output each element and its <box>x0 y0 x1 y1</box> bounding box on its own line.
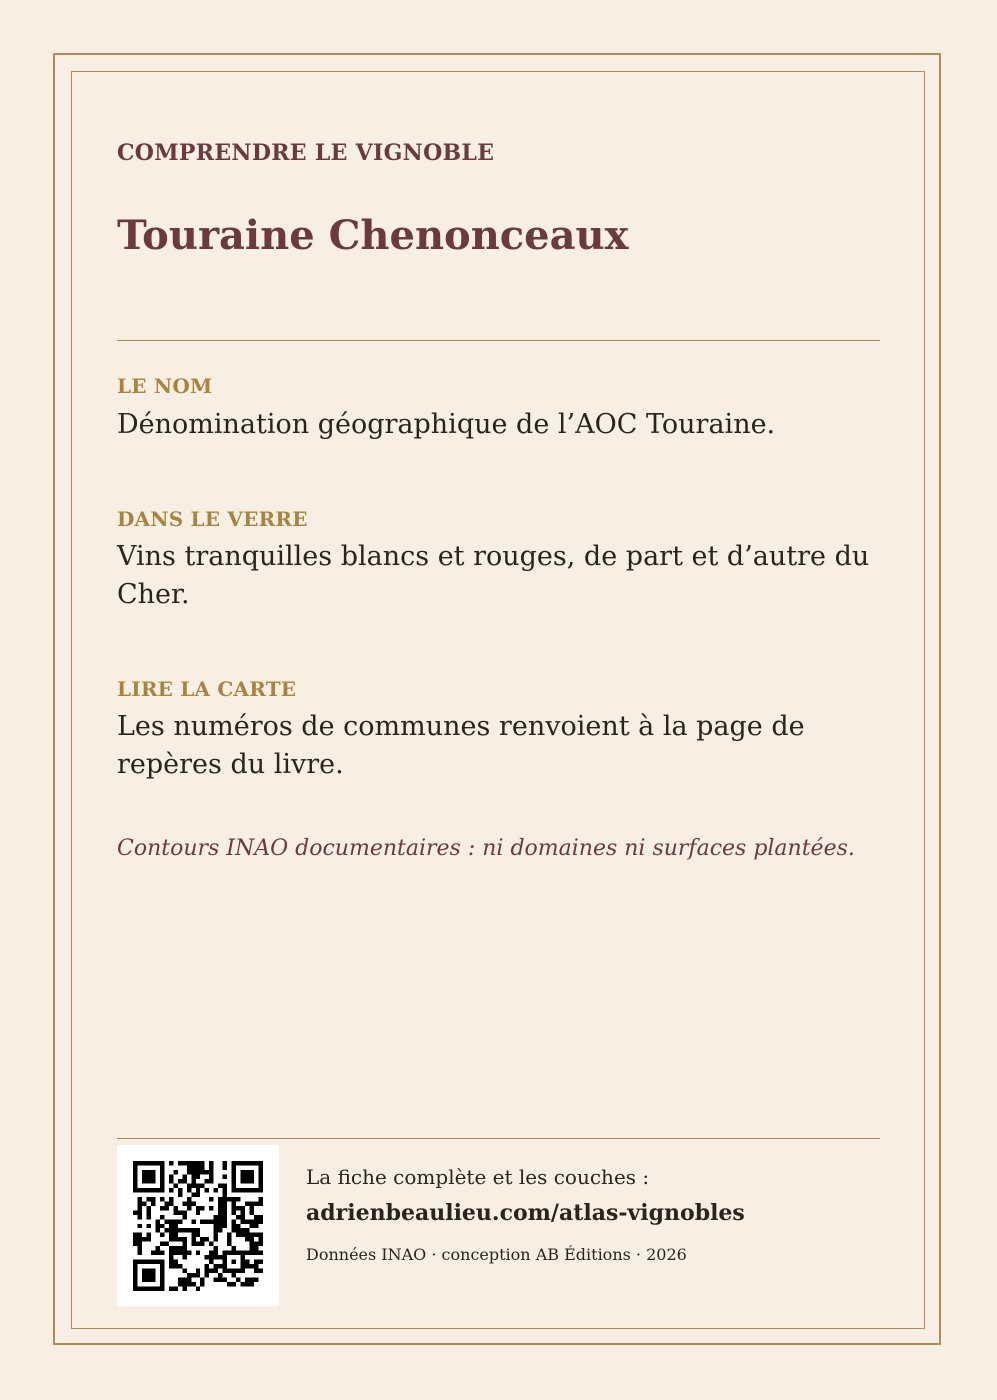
footer-intro: La fiche complète et les couches : <box>306 1165 650 1189</box>
qr-code-graphic <box>133 1161 263 1291</box>
page-kicker: COMPRENDRE LE VIGNOBLE <box>117 140 495 166</box>
qr-code-icon[interactable] <box>117 1145 279 1306</box>
section-text-glass: Vins tranquilles blancs et rouges, de part et d’autre du Cher. <box>117 541 870 610</box>
footer-divider <box>117 1138 880 1139</box>
section-label-glass: DANS LE VERRE <box>117 507 308 531</box>
section-text-map: Les numéros de communes renvoient à la page de repères du livre. <box>117 711 805 780</box>
section-label-map: LIRE LA CARTE <box>117 677 297 701</box>
section-text-name: Dénomination géographique de l’AOC Touraine. <box>117 409 776 440</box>
header-divider <box>117 340 880 341</box>
page-title: Touraine Chenonceaux <box>117 212 629 259</box>
footer-url-link[interactable]: adrienbeaulieu.com/atlas-vignobles <box>306 1200 745 1226</box>
footer-credit: Données INAO · conception AB Éditions · 2026 <box>306 1245 687 1264</box>
section-label-name: LE NOM <box>117 374 213 398</box>
disclaimer-note: Contours INAO documentaires : ni domaines ni surfaces plantées. <box>117 836 855 861</box>
